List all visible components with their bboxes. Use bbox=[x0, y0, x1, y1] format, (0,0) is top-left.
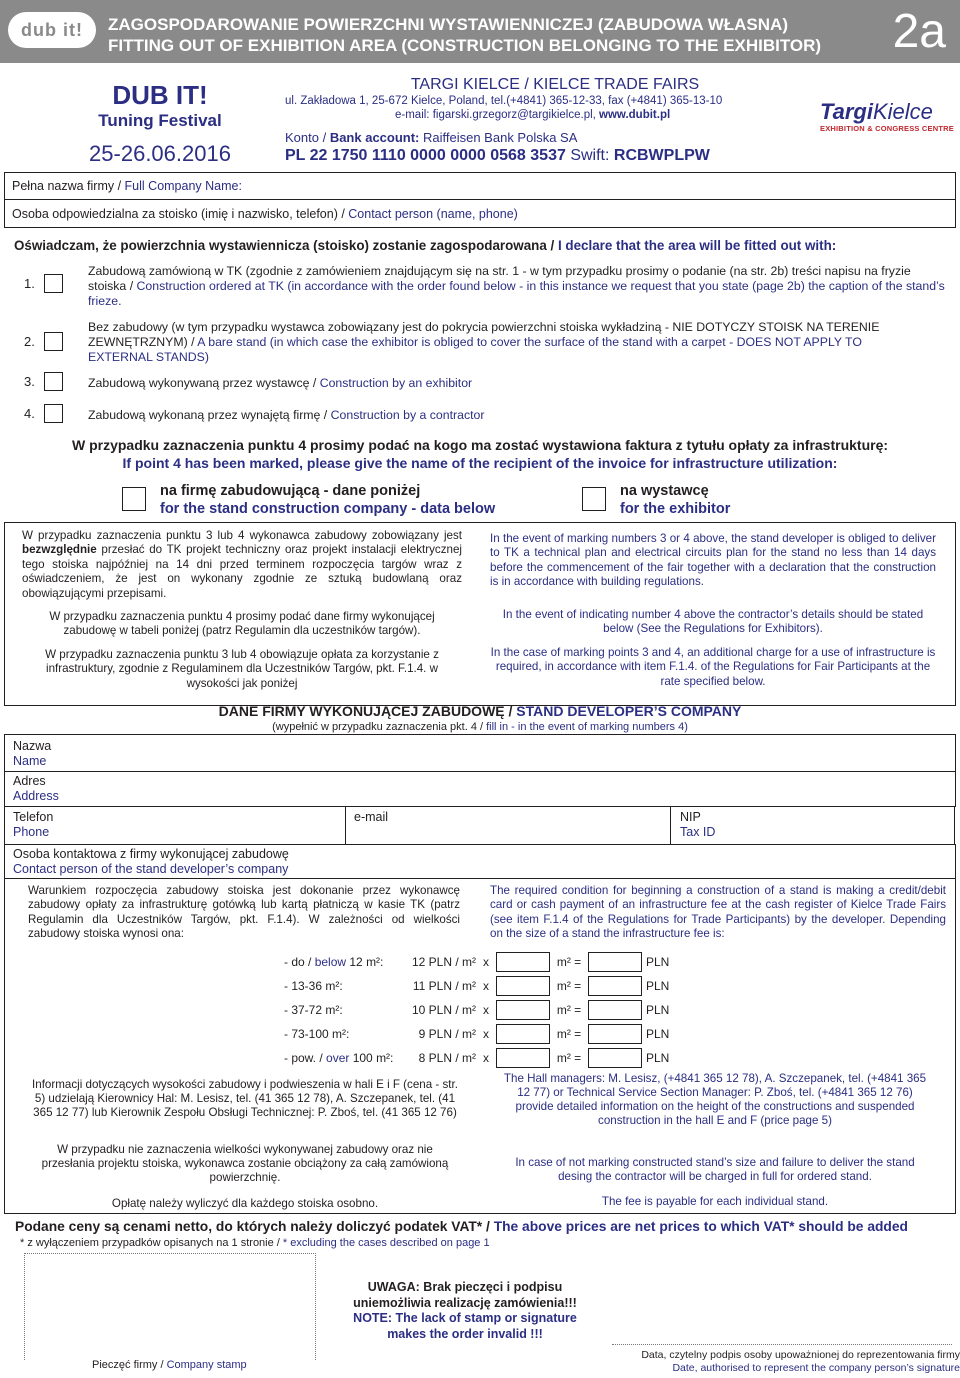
developer-name-pl: Nazwa bbox=[13, 739, 52, 753]
fee-area-input[interactable] bbox=[496, 1024, 550, 1044]
warn-pl2: uniemożliwia realizację zamówienia!!! bbox=[353, 1295, 577, 1310]
organizer-email: e-mail: figarski.grzegorz@targikielce.pl, bbox=[395, 109, 600, 121]
option-2-num: 2. bbox=[24, 334, 35, 349]
fee-total-input[interactable] bbox=[588, 976, 642, 996]
option-3-text bbox=[88, 376, 472, 390]
option-3-pl: Zabudową wykonywaną przez wystawcę / bbox=[88, 376, 320, 390]
notes-pl-p1a: W przypadku zaznaczenia punktu 3 lub 4 wykonawca zabudowy zobowiązany jest bbox=[22, 529, 462, 542]
invoice-question bbox=[0, 436, 960, 472]
developer-phone-en: Phone bbox=[13, 825, 50, 839]
bank-name: Raiffeisen Bank Polska SA bbox=[423, 130, 578, 145]
developer-nip-field[interactable] bbox=[670, 806, 955, 845]
contact-person-field[interactable] bbox=[4, 199, 956, 228]
fee-range-pl: - 73-100 m²: bbox=[284, 1027, 350, 1041]
company-name-label-en: Full Company Name: bbox=[124, 179, 242, 193]
fee-m2: m² = bbox=[556, 1003, 582, 1017]
account-label-pl: Konto / bbox=[285, 130, 330, 145]
iban-line bbox=[285, 146, 825, 166]
iban: PL 22 1750 1110 0000 0000 0568 3537 bbox=[285, 147, 566, 164]
notes-en-p3: In the case of marking points 3 and 4, an additional charge for a use of infrastructure is required, in accordance with item F.1.4. of the Regulations for Fair Participants at the rate specified below. bbox=[490, 646, 936, 688]
stamp-label-pl: Pieczęć firmy / bbox=[92, 1359, 167, 1371]
invoice-opt2-pl: na wystawcę bbox=[620, 483, 709, 499]
developer-name-en: Name bbox=[13, 754, 47, 768]
info-pl-p3: Opłatę należy wyliczyć dla każdego stoiska osobno. bbox=[111, 1197, 379, 1210]
developer-taxid: Tax ID bbox=[680, 825, 716, 839]
title-pl: ZAGOSPODAROWANIE POWIERZCHNI WYSTAWIENNICZEJ (ZABUDOWA WŁASNA) bbox=[108, 15, 788, 34]
fee-row bbox=[284, 974, 704, 998]
option-2-text bbox=[88, 320, 888, 365]
invoice-exhibitor-checkbox[interactable] bbox=[582, 487, 606, 511]
option-4-text bbox=[88, 408, 484, 422]
header-title bbox=[108, 14, 821, 56]
warning bbox=[330, 1280, 600, 1342]
fee-area-input[interactable] bbox=[496, 976, 550, 996]
contact-label-en: Contact person (name, phone) bbox=[348, 207, 518, 221]
invoice-pl: W przypadku zaznaczenia punktu 4 prosimy podać na kogo ma zostać wystawiona faktura z tytułu opłaty za infrastrukturę: bbox=[71, 437, 889, 453]
option-4-pl: Zabudową wykonaną przez wynajętą firmę / bbox=[88, 408, 331, 422]
invoice-opt1-en: for the stand construction company - data below bbox=[160, 501, 496, 517]
fee-rate: 10 PLN / m² bbox=[411, 1003, 476, 1017]
info-pl-p2: W przypadku nie zaznaczenia wielkości wykonywanej zabudowy oraz nie przesłania projektu stoiska, wykonawca zostanie obciążony za całą zamówioną powierzchnię. bbox=[41, 1143, 449, 1184]
option-4-checkbox[interactable] bbox=[44, 404, 63, 423]
dubit-logo-text: dub it! bbox=[21, 19, 83, 40]
notes-en-p2: In the event of indicating number 4 above the contractor’s details should be stated below (See the Regulations for Exhibitors). bbox=[502, 608, 924, 636]
developer-phone-field[interactable] bbox=[4, 806, 346, 845]
option-1-num: 1. bbox=[24, 276, 35, 291]
fee-rate: 12 PLN / m² bbox=[411, 955, 476, 969]
organizer-email-line bbox=[285, 108, 825, 122]
info-en-p2: In case of not marking constructed stand’s size and failure to deliver the stand desing the contractor will be charged in full for ordered stand. bbox=[515, 1156, 915, 1183]
logo-targi: Targi bbox=[820, 99, 873, 124]
warn-en2: makes the order invalid !!! bbox=[387, 1326, 543, 1341]
fee-pln: PLN bbox=[646, 979, 670, 993]
option-1-checkbox[interactable] bbox=[44, 274, 63, 293]
info-pl-p1: Informacji dotyczących wysokości zabudowy i podwieszenia w hali E i F (cena - str. 5) udzielają Kierownicy Hal: M. Lesisz, tel. (41 365 12 78), A. Szczepanek, tel. (41 365 12 77) lub Kierownik Zespołu Obsługi Technicznej: P. Zboś, tel. (41 365 12 76) bbox=[32, 1078, 458, 1119]
dubit-logo bbox=[8, 12, 96, 48]
invoice-developer-checkbox[interactable] bbox=[122, 487, 146, 511]
declaration-pl: Oświadczam, że powierzchnia wystawiennicza (stoisko) zostanie zagospodarowana / bbox=[14, 238, 558, 253]
event-name: DUB IT! bbox=[112, 80, 208, 110]
organizer-address: ul. Zakładowa 1, 25-672 Kielce, Poland, tel.(+4841) 365-12-33, fax (+4841) 365-13-10 bbox=[285, 95, 723, 107]
swift-label: Swift: bbox=[565, 147, 614, 164]
developer-hint-en: fill in - in the event of marking numbers 4) bbox=[486, 721, 688, 733]
fee-range-pl: - do / bbox=[284, 955, 315, 969]
invoice-en: If point 4 has been marked, please give the name of the recipient of the invoice for infrastructure utilization: bbox=[122, 455, 838, 471]
vat-note-en: * excluding the cases described on page 1 bbox=[282, 1237, 490, 1249]
fee-x: x bbox=[483, 1027, 489, 1041]
fee-x: x bbox=[483, 979, 489, 993]
fee-m2: m² = bbox=[556, 955, 582, 969]
option-3-en: Construction by an exhibitor bbox=[319, 376, 473, 390]
invoice-opt2-en: for the exhibitor bbox=[620, 501, 731, 517]
developer-email-field[interactable] bbox=[344, 806, 671, 845]
page-code: 2a bbox=[892, 5, 946, 58]
fee-range bbox=[284, 1051, 394, 1065]
organizer-name: TARGI KIELCE / KIELCE TRADE FAIRS bbox=[410, 76, 700, 93]
fee-m2: m² = bbox=[556, 979, 582, 993]
fee-area-input[interactable] bbox=[496, 1000, 550, 1020]
stamp-label bbox=[92, 1359, 247, 1371]
logo-kielce: Kielce bbox=[872, 99, 933, 124]
warn-pl1: UWAGA: Brak pieczęci i podpisu bbox=[367, 1280, 563, 1294]
declaration bbox=[14, 238, 959, 253]
fee-x: x bbox=[483, 1003, 489, 1017]
fee-x: x bbox=[483, 1051, 489, 1065]
fee-total-input[interactable] bbox=[588, 1048, 642, 1068]
fee-total-input[interactable] bbox=[588, 1024, 642, 1044]
notes-pl-p1c: przesłać do TK projekt techniczny oraz projekt instalacji elektrycznej tego stoiska najpóźniej na 14 dni przed terminem rozpoczęcia targów wraz z oświadczeniem, że jest on wykonany zgodnie ze sztuką budowlaną oraz obowiązującymi przepisami. bbox=[22, 543, 462, 600]
contact-label-pl: Osoba odpowiedzialna za stoisko (imię i nazwisko, telefon) / bbox=[12, 207, 349, 221]
info-en-p1: The Hall managers: M. Lesisz, (+4841 365 12 78), A. Szczepanek, tel. (+4841 365 12 77) or Technical Service Section Manager: P. Zboś, tel. (+4841 365 12 76) provide detailed information on the height of the constructions and suspended construction in the hall E and F (price page 5) bbox=[503, 1072, 927, 1127]
company-name-label-pl: Pełna nazwa firmy / bbox=[12, 179, 125, 193]
invoice-opt1-pl: na firmę zabudowującą - dane poniżej bbox=[160, 483, 421, 499]
fee-table bbox=[284, 950, 704, 1070]
developer-nip: NIP bbox=[680, 810, 701, 824]
developer-title-en: STAND DEVELOPER’S COMPANY bbox=[516, 703, 742, 719]
notes-pl-p1 bbox=[22, 529, 462, 601]
fees-en: The required condition for beginning a construction of a stand is making a credit/debit card or cash payment of an infrastructure fee at the cash register of Kielce Trade Fairs (see item F.1.4 of the Regulations for Trade Participants) by the developer. Depending on the size of a stand the infrastructure fee is: bbox=[490, 884, 946, 941]
notes-pl-p1b: bezwzględnie bbox=[22, 543, 97, 557]
swift: RCBWPLPW bbox=[613, 147, 710, 164]
option-4-num: 4. bbox=[24, 406, 35, 421]
fee-x: x bbox=[483, 955, 489, 969]
option-3-checkbox[interactable] bbox=[44, 372, 63, 391]
event-block bbox=[60, 80, 260, 168]
fee-rate: 11 PLN / m² bbox=[412, 979, 476, 993]
sign-en: Date, authorised to represent the company person’s signature bbox=[672, 1362, 960, 1374]
fee-area-input[interactable] bbox=[496, 952, 550, 972]
fee-pln: PLN bbox=[646, 1027, 670, 1041]
option-4-en: Construction by a contractor bbox=[330, 408, 485, 422]
fee-area-input[interactable] bbox=[496, 1048, 550, 1068]
declaration-en: I declare that the area will be fitted out with: bbox=[557, 238, 837, 253]
event-subtitle: Tuning Festival bbox=[98, 111, 222, 130]
developer-contact-pl: Osoba kontaktowa z firmy wykonującej zabudowę bbox=[13, 847, 289, 861]
fees-pl: Warunkiem rozpoczęcia zabudowy stoiska jest dokonanie przez wykonawcę zabudowy opłaty za infrastrukturę gotówką lub kartą płatniczą w kasie TK (patrz Regulamin dla Uczestników Targów, pkt. F.1.4). W zależności od wielkości zabudowy stoiska wynosi ona: bbox=[28, 884, 460, 941]
developer-address-field[interactable] bbox=[4, 770, 956, 807]
info-en-p3: The fee is payable for each individual stand. bbox=[601, 1195, 829, 1208]
vat-note bbox=[20, 1237, 490, 1249]
fee-row bbox=[284, 950, 704, 974]
fee-pln: PLN bbox=[646, 955, 670, 969]
developer-phone-pl: Telefon bbox=[13, 810, 54, 824]
fee-total-input[interactable] bbox=[588, 1000, 642, 1020]
signature-label bbox=[590, 1349, 960, 1375]
option-2-checkbox[interactable] bbox=[44, 332, 63, 351]
developer-hint-pl: (wypełnić w przypadku zaznaczenia pkt. 4 / bbox=[272, 721, 487, 733]
developer-name-field[interactable] bbox=[4, 734, 956, 772]
invoice-developer-option bbox=[160, 482, 495, 518]
title-en: FITTING OUT OF EXHIBITION AREA (CONSTRUCTION BELONGING TO THE EXHIBITOR) bbox=[108, 36, 822, 55]
developer-contact-en: Contact person of the stand developer’s company bbox=[13, 862, 289, 876]
fee-pln: PLN bbox=[646, 1051, 670, 1065]
option-1-text bbox=[88, 264, 948, 309]
warn-en1: NOTE: The lack of stamp or signature bbox=[353, 1311, 577, 1325]
stamp-box[interactable] bbox=[24, 1253, 316, 1360]
developer-contact-field[interactable] bbox=[4, 844, 956, 879]
option-2-en: A bare stand (in which case the exhibitor is obliged to cover the surface of the stand with a carpet - DOES NOT APPLY TO EXTERNAL STANDS) bbox=[88, 335, 862, 364]
developer-email-label: e-mail bbox=[354, 810, 389, 824]
option-1-pl: Zabudową zamówioną w TK (zgodnie z zamówieniem znajdującym się na str. 1 - w tym przypadku prosimy o podanie (na str. 2b) treści napisu na fryzie stoiska / bbox=[88, 264, 911, 293]
organizer-website[interactable]: www.dubit.pl bbox=[599, 109, 671, 121]
vat-note-pl: * z wyłączeniem przypadków opisanych na 1 stronie / bbox=[20, 1237, 283, 1249]
account-label-en: Bank account: bbox=[329, 130, 423, 145]
fee-range bbox=[284, 1027, 394, 1041]
developer-address-pl: Adres bbox=[13, 774, 46, 788]
fee-range-pl: - 13-36 m²: bbox=[284, 979, 343, 993]
option-1-en: Construction ordered at TK (in accordance with the order found below - in this instance we request that you state (page 2b) the caption of the stand’s frieze. bbox=[88, 279, 945, 308]
company-name-field[interactable] bbox=[4, 172, 956, 200]
fee-range bbox=[284, 979, 394, 993]
notes-en-p1: In the event of marking numbers 3 or 4 above, the stand developer is obliged to deliver to TK a technical plan and electrical circuits plan for the stand no less than 14 days before the commencement of the fair together with a declaration that the construction is in accordance with building regulations. bbox=[490, 532, 936, 589]
fee-range-pl: - pow. / bbox=[284, 1051, 327, 1065]
fee-range-tail: 100 m²: bbox=[349, 1051, 394, 1065]
fee-m2: m² = bbox=[556, 1027, 582, 1041]
sign-pl: Data, czytelny podpis osoby upoważnionej do reprezentowania firmy bbox=[641, 1349, 960, 1361]
invoice-exhibitor-option bbox=[620, 482, 730, 518]
fee-row bbox=[284, 1022, 704, 1046]
vat-pl: Podane ceny są cenami netto, do których należy doliczyć podatek VAT* / bbox=[15, 1219, 494, 1234]
developer-title-pl: DANE FIRMY WYKONUJĄCEJ ZABUDOWĘ / bbox=[218, 703, 517, 719]
fee-rate: 8 PLN / m² bbox=[418, 1051, 476, 1065]
notes-pl-p3: W przypadku zaznaczenia punktu 3 lub 4 obowiązuje opłata za korzystanie z infrastruktury, zgodnie z Regulaminem dla Uczestników Targów, pkt. F.1.4. w wysokości jak poniżej bbox=[45, 648, 439, 690]
fee-row bbox=[284, 998, 704, 1022]
fee-range-pl: - 37-72 m²: bbox=[284, 1003, 343, 1017]
targi-kielce-logo bbox=[820, 100, 955, 133]
bank-line bbox=[285, 130, 825, 146]
developer-title bbox=[0, 703, 960, 735]
notes-pl-p2: W przypadku zaznaczenia punktu 4 prosimy podać dane firmy wykonującej zabudowę w tabeli poniżej (patrz Regulamin dla uczestników targów). bbox=[49, 610, 435, 638]
fee-range bbox=[284, 955, 394, 969]
option-3-num: 3. bbox=[24, 374, 35, 389]
option-2-pl: Bez zabudowy (w tym przypadku wystawca zobowiązany jest do pokrycia powierzchni stoiska wykładziną - NIE DOTYCZY STOISK NA TERENIE ZEWNĘTRZNYM) / bbox=[88, 320, 880, 349]
vat-line bbox=[15, 1219, 960, 1234]
vat-en: The above prices are net prices to which VAT* should be added bbox=[493, 1219, 908, 1234]
organizer-block bbox=[285, 76, 825, 166]
signature-line[interactable] bbox=[612, 1344, 952, 1345]
logo-sub: EXHIBITION & CONGRESS CENTRE bbox=[820, 124, 954, 133]
fee-pln: PLN bbox=[646, 1003, 670, 1017]
fee-range-en: over bbox=[326, 1051, 350, 1065]
fee-rate: 9 PLN / m² bbox=[418, 1027, 476, 1041]
fee-row bbox=[284, 1046, 704, 1070]
fee-total-input[interactable] bbox=[588, 952, 642, 972]
fee-range-tail: 12 m²: bbox=[346, 955, 384, 969]
fee-range-en: below bbox=[314, 955, 347, 969]
fee-m2: m² = bbox=[556, 1051, 582, 1065]
fee-range bbox=[284, 1003, 394, 1017]
stamp-label-en: Company stamp bbox=[166, 1359, 247, 1371]
developer-address-en: Address bbox=[13, 789, 59, 803]
event-dates: 25-26.06.2016 bbox=[89, 141, 231, 166]
